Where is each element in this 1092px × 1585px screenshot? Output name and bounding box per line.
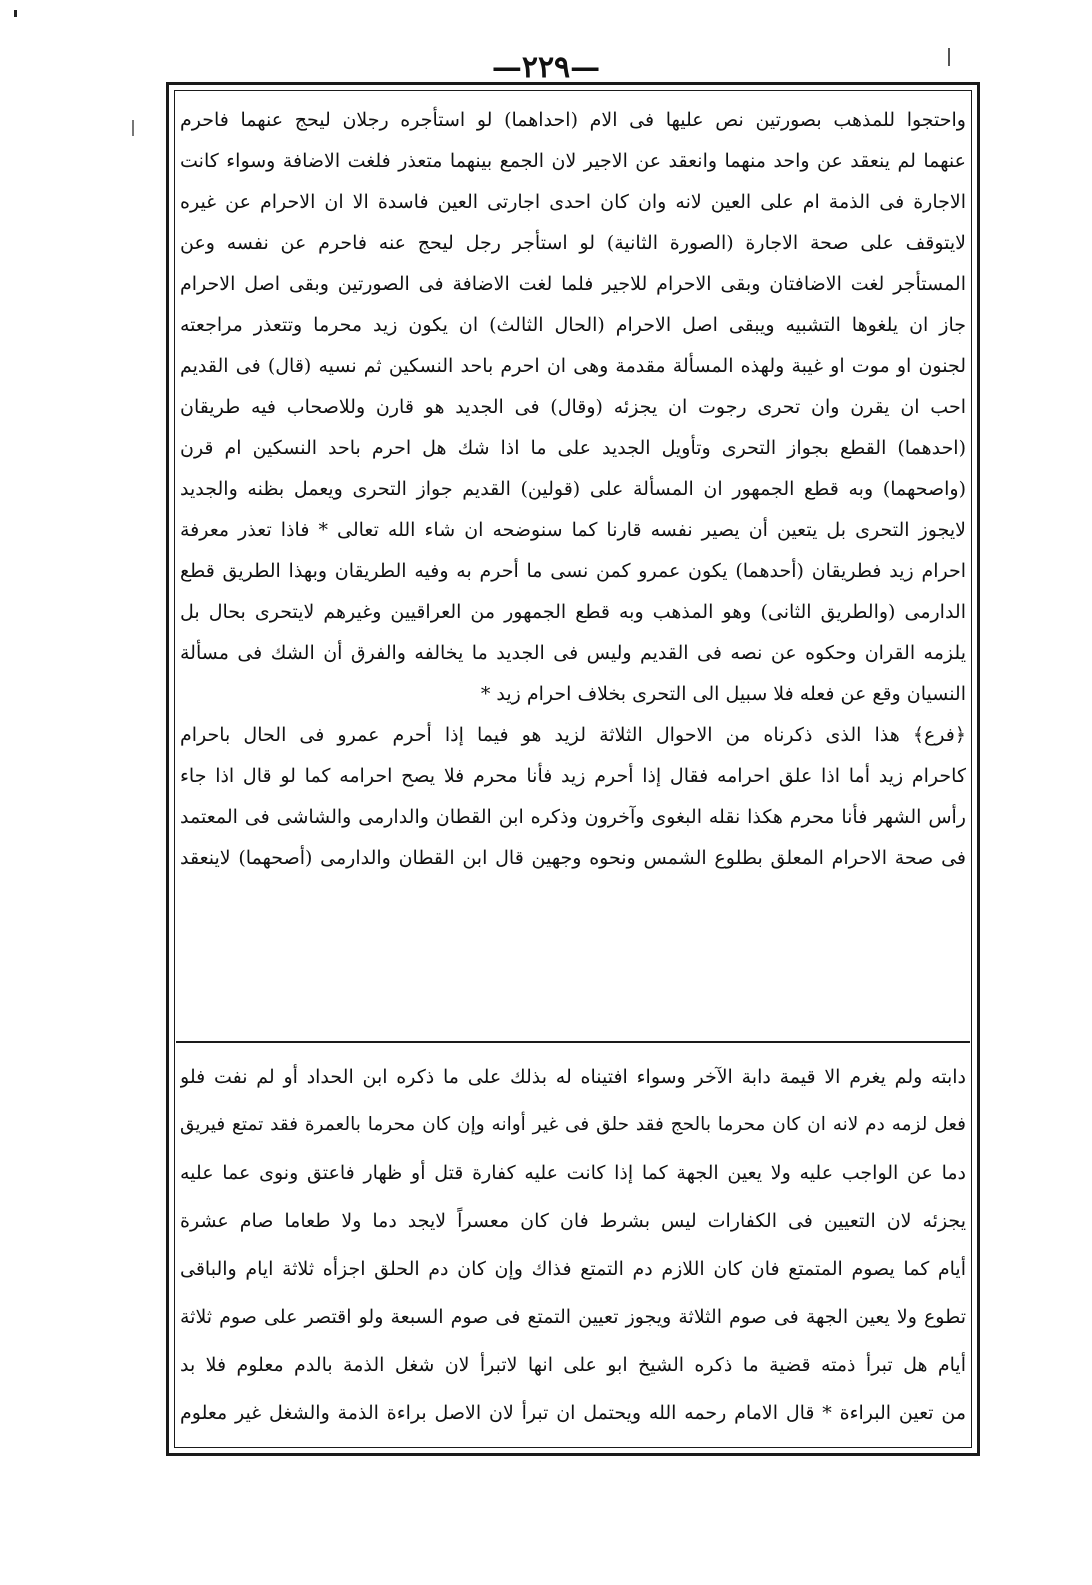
main-text-line: لجنون او موت او غيبة ولهذه المسألة مقدمة وهى ان احرم باحد النسكين ثم نسيه (قال) فى القديم — [180, 355, 966, 377]
main-text-line: جاز ان يلغوها التشبيه ويبقى اصل الاحرام (الحال الثالث) ان يكون زيد محرما وتتعذر مراجعته — [180, 314, 966, 336]
main-text-line: الدارمى (والطريق الثانى) وهو المذهب وبه قطع الجمهور من العراقيين وغيرهم لايتحرى بحال بل — [180, 601, 966, 623]
page-number: —٢٢٩— — [491, 50, 601, 85]
footnote-text-line: تطوع ولا يعين الجهة فى صوم الثلاثة ويجوز تعيين التمتع فى صوم السبعة ولو اقتصر على صوم ثلاثة — [180, 1306, 966, 1328]
main-text-line: واحتجوا للمذهب بصورتين نص عليها فى الام (احداهما) لو استأجره رجلان ليحج عنهما فاحرم — [180, 109, 966, 131]
main-text-line: عنهما لم ينعقد عن واحد منهما وانعقد عن الاجير لان الجمع بينهما متعذر فلغت الاضافة وسواء كانت — [180, 150, 966, 172]
main-text-line: لايتوقف على صحة الاجارة (الصورة الثانية) لو استأجر رجل ليحج عنه فاحرم عن نفسه وعن — [180, 232, 966, 254]
scan-speck — [948, 48, 950, 66]
scan-speck — [14, 10, 17, 17]
scan-speck — [132, 120, 134, 136]
main-text-line: (واصحهما) وبه قطع الجمهور ان المسألة على (قولين) القديم جواز التحرى ويعمل بظنه والجديد — [180, 478, 966, 500]
footnote-separator — [176, 1041, 970, 1043]
main-text-line: فى صحة الاحرام المعلق بطلوع الشمس ونحوه وجهين قال ابن القطان والدارمى (أصحهما) لاينعقد — [180, 847, 966, 869]
footnote-text-line: يجزئه لان التعيين فى الكفارات ليس بشرط فان كان معسراً لايجد دما ولا طعاما صام عشرة — [180, 1210, 966, 1232]
main-text-line: احب ان يقرن وان تحرى رجوت ان يجزئه (وقال) فى الجديد هو قارن وللاصحاب فيه طريقان — [180, 396, 966, 418]
footnote-text-line: من تعين البراءة * قال الامام رحمه الله ويحتمل ان تبرأ لان الاصل براءة الذمة والشغل غير معلوم — [180, 1402, 966, 1424]
main-text-line: احرام زيد فطريقان (أحدهما) يكون عمرو كمن نسى ما أحرم به وفيه الطريقان وبهذا الطريق قطع — [180, 560, 966, 582]
main-text-line: كاحرام زيد أما اذا علق احرامه فقال إذا أحرم زيد فأنا محرم فلا يصح احرامه كما لو قال اذا جاء — [180, 765, 966, 787]
footnote-text-line: أيام كما يصوم المتمتع فان كان اللازم دم التمتع فذاك وإن كان دم الحلق اجزأه ثلاثة ايام والباقى — [180, 1258, 966, 1280]
footnote-text-block — [180, 1053, 966, 1437]
main-text-line: لايجوز التحرى بل يتعين أن يصير نفسه قارنا كما سنوضحه ان شاء الله تعالى * فاذا تعذر معرفة — [180, 519, 966, 541]
footnote-text-line: دما عن الواجب عليه ولا يعين الجهة كما إذا كانت عليه كفارة قتل أو ظهار فاعتق ونوى عما عليه — [180, 1162, 966, 1184]
main-text-line: رأس الشهر فأنا محرم هكذا نقله البغوى وآخرون وذكره ابن القطان والدارمى والشاشى فى المعتمد — [180, 806, 966, 828]
footnote-text-line: فعل لزمه دم لانه ان كان محرما بالحج فقد حلق فى غير أوانه وإن كان محرما بالعمرة فقد تمتع فيريق — [180, 1114, 966, 1135]
main-text-line: (احدهما) القطع بجواز التحرى وتأويل الجديد على ما اذا شك هل احرم باحد النسكين ام قرن — [180, 437, 966, 459]
footnote-text-line: دابته ولم يغرم الا قيمة دابة الآخر وسواء افتيناه له بذلك على ما ذكره ابن الحداد أو لم نفت فلو — [180, 1066, 966, 1088]
footnote-text-line: أيام هل تبرأ ذمته قضية ما ذكره الشيخ ابو على انها لاتبرأ لان شغل الذمة بالدم معلوم فلا بد — [180, 1354, 966, 1376]
main-text-line: يلزمه القران وحكوه عن نصه فى القديم وليس فى الجديد ما يخالفه والفرق أن الشك فى مسألة — [180, 642, 966, 664]
main-text-line: ﴿فرع﴾ هذا الذى ذكرناه من الاحوال الثلاثة لزيد هو فيما إذا أحرم عمرو فى الحال باحرام — [180, 724, 966, 746]
main-text-line: النسيان وقع عن فعله فلا سبيل الى التحرى بخلاف احرام زيد * — [480, 683, 966, 705]
main-text-line: الاجارة فى الذمة ام على العين لانه وان كان احدى اجارتى العين فاسدة الا ان الاحرام عن غيره — [180, 191, 966, 213]
main-text-line: المستأجر لغت الاضافتان وبقى الاحرام للاجير فلما لغت الاضافة فى الصورتين وبقى اصل الاحرام — [180, 273, 966, 295]
main-text-block — [180, 100, 966, 879]
